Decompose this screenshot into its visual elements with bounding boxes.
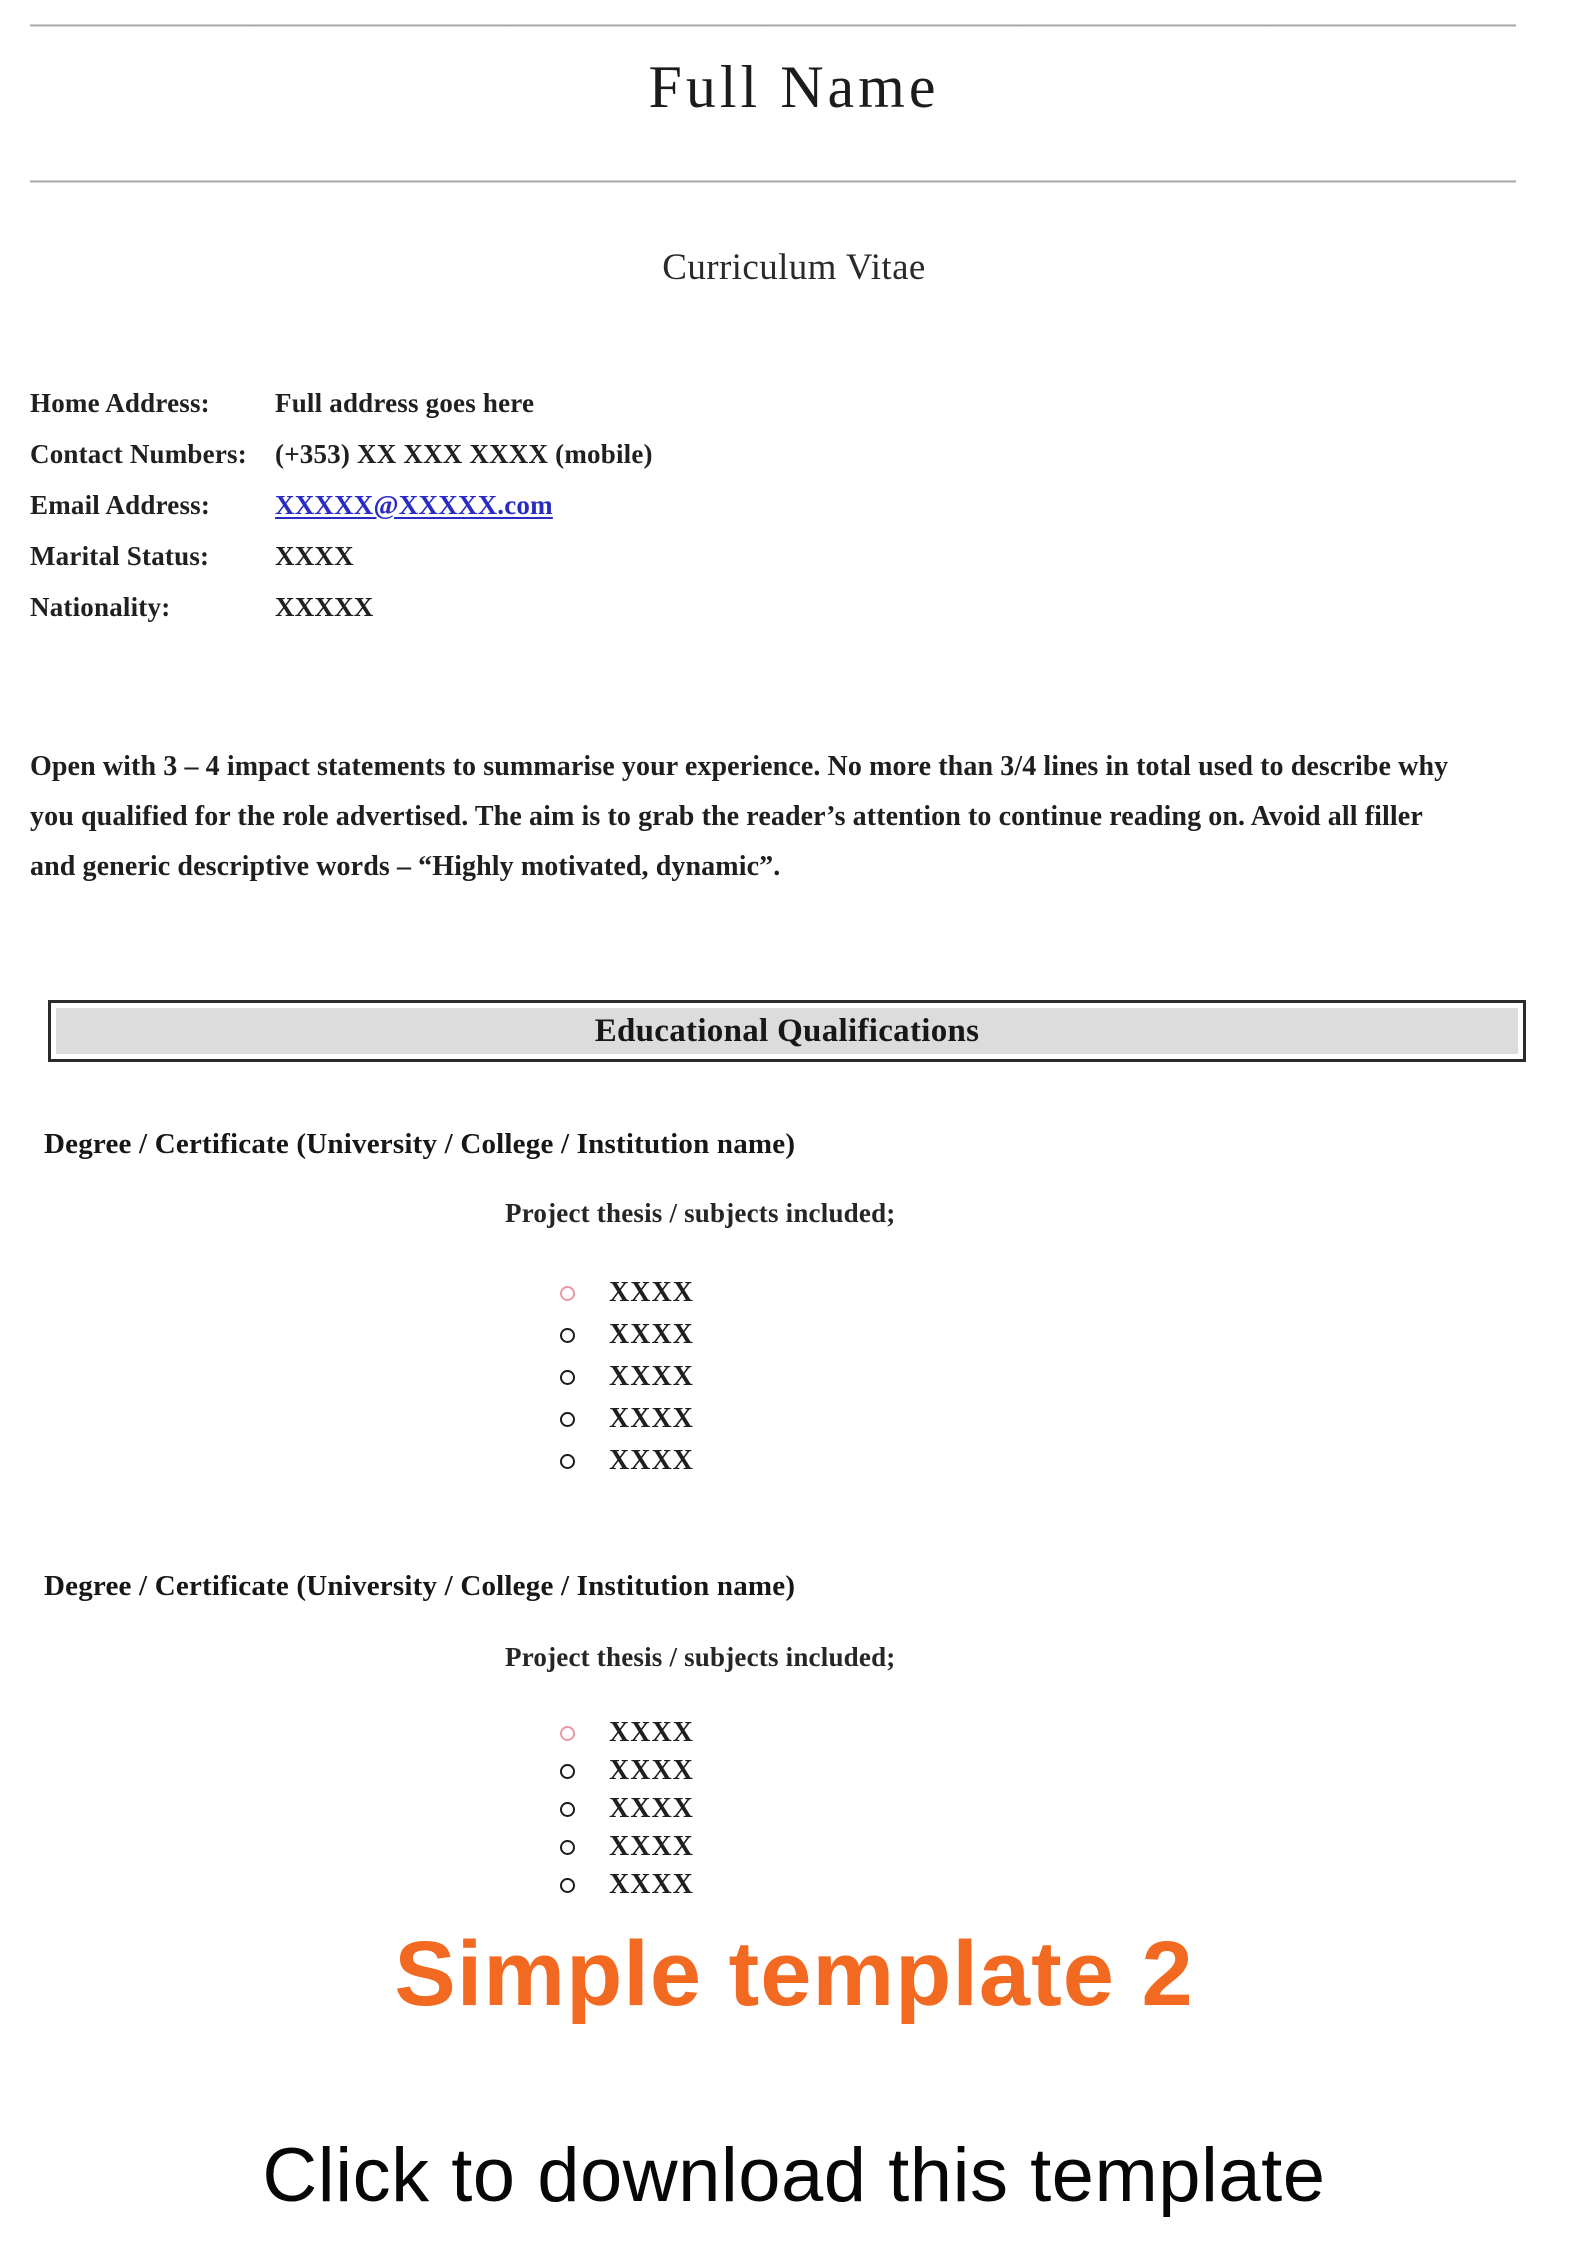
bullet-circle-icon — [560, 1328, 575, 1343]
list-item — [560, 1752, 694, 1790]
bullet-circle-icon — [560, 1286, 575, 1301]
contact-value-home-address: Full address goes here — [275, 388, 535, 418]
bullet-label: XXXX — [609, 1445, 694, 1476]
education-bullet-list-2 — [560, 1714, 694, 1904]
header-rule-bottom — [30, 180, 1516, 183]
contact-row — [30, 490, 1130, 541]
list-item — [560, 1272, 694, 1314]
contact-row — [30, 541, 1130, 592]
contact-value-marital-status: XXXX — [275, 541, 354, 571]
bullet-label: XXXX — [609, 1403, 694, 1434]
bullet-circle-icon — [560, 1412, 575, 1427]
contact-label-email-address: Email Address: — [30, 490, 211, 520]
contact-label-contact-numbers: Contact Numbers: — [30, 439, 247, 469]
bullet-circle-icon — [560, 1370, 575, 1385]
section-banner-educational-qualifications — [48, 1000, 1526, 1062]
bullet-circle-icon — [560, 1726, 575, 1741]
bullet-label: XXXX — [609, 1755, 694, 1786]
contact-label-home-address: Home Address: — [30, 388, 210, 418]
education-entry-subheading-1: Project thesis / subjects included; — [505, 1198, 896, 1228]
list-item — [560, 1398, 694, 1440]
bullet-label: XXXX — [609, 1831, 694, 1862]
contact-row — [30, 388, 1130, 439]
bullet-label: XXXX — [609, 1319, 694, 1350]
education-bullet-list-1 — [560, 1272, 694, 1482]
education-entry-subheading-2: Project thesis / subjects included; — [505, 1642, 896, 1672]
bullet-circle-icon — [560, 1840, 575, 1855]
section-banner-title: Educational Qualifications — [594, 1012, 980, 1049]
template-name-overlay: Simple template 2 — [394, 1923, 1194, 2025]
profile-summary-paragraph: Open with 3 – 4 impact statements to summarise your experience. No more than 3/4 lines in total used to describe why you qualified for the role advertised. The aim is to grab the reader’s attention to continue reading on. Avoid all filler and generic descriptive words – “Highly motivated, dynamic”. — [30, 751, 1449, 882]
bullet-label: XXXX — [609, 1793, 694, 1824]
bullet-label: XXXX — [609, 1717, 694, 1748]
bullet-label: XXXX — [609, 1361, 694, 1392]
contact-details-block — [30, 388, 1130, 643]
list-item — [560, 1790, 694, 1828]
bullet-label: XXXX — [609, 1277, 694, 1308]
contact-label-nationality: Nationality: — [30, 592, 171, 622]
header-rule-top — [30, 24, 1516, 27]
list-item — [560, 1714, 694, 1752]
email-address-link[interactable]: XXXXX@XXXXX.com — [275, 490, 553, 520]
bullet-circle-icon — [560, 1878, 575, 1893]
bullet-circle-icon — [560, 1802, 575, 1817]
list-item — [560, 1440, 694, 1482]
section-banner-fill — [56, 1008, 1518, 1054]
education-entry-heading-2: Degree / Certificate (University / College / Institution name) — [44, 1570, 796, 1602]
education-entry-heading-1: Degree / Certificate (University / College / Institution name) — [44, 1128, 796, 1160]
bullet-label: XXXX — [609, 1869, 694, 1900]
contact-label-marital-status: Marital Status: — [30, 541, 210, 571]
contact-row — [30, 592, 1130, 643]
list-item — [560, 1314, 694, 1356]
list-item — [560, 1866, 694, 1904]
list-item — [560, 1828, 694, 1866]
bullet-circle-icon — [560, 1454, 575, 1469]
contact-value-contact-numbers: (+353) XX XXX XXXX (mobile) — [275, 439, 653, 469]
download-template-link[interactable]: Click to download this template — [262, 2133, 1326, 2218]
list-item — [560, 1356, 694, 1398]
contact-row — [30, 439, 1130, 490]
document-subtitle: Curriculum Vitae — [662, 247, 926, 288]
contact-value-nationality: XXXXX — [275, 592, 374, 622]
page-title: Full Name — [648, 54, 940, 120]
bullet-circle-icon — [560, 1764, 575, 1779]
